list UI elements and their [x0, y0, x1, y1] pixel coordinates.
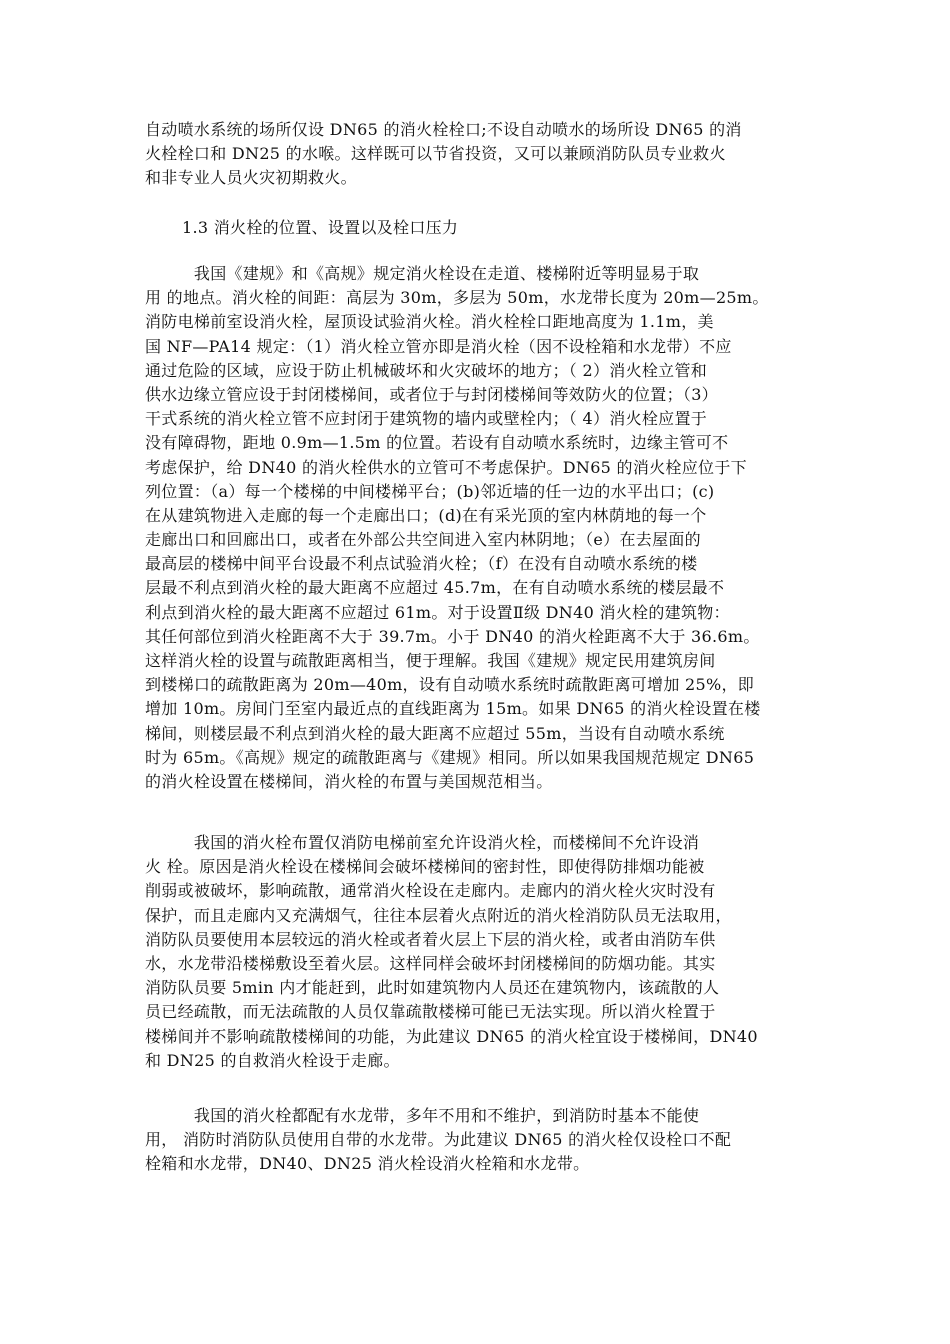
paragraph-2 [145, 262, 813, 794]
text-line: 这样消火栓的设置与疏散距离相当，便于理解。我国《建规》规定民用建筑房间 [145, 651, 716, 670]
text-line: 增加 10m。房间门至室内最近点的直线距离为 15m。如果 DN65 的消火栓设置在楼 [145, 699, 761, 719]
section-heading [182, 216, 782, 240]
text-line: 通过危险的区域，应设于防止机械破坏和火灾破坏的地方；（ 2）消火栓立管和 [145, 360, 708, 380]
text-line: 水，水龙带沿楼梯敷设至着火层。这样同样会破坏封闭楼梯间的防烟功能。其实 [145, 953, 716, 973]
text-line: 到楼梯口的疏散距离为 20m—40m，设有自动喷水系统时疏散距离可增加 25%，即 [145, 675, 755, 695]
text-line: 消防队员要 5min 内才能赶到，此时如建筑物内人员还在建筑物内，该疏散的人 [145, 978, 720, 998]
text-line: 利点到消火栓的最大距离不应超过 61m。对于设置Ⅱ级 DN40 消火栓的建筑物： [145, 602, 730, 622]
text-line: 层最不利点到消火栓的最大距离不应超过 45.7m，在有自动喷水系统的楼层最不 [145, 578, 725, 598]
text-line: 员已经疏散，而无法疏散的人员仅靠疏散楼梯可能已无法实现。所以消火栓置于 [145, 1002, 716, 1022]
paragraph-3 [145, 831, 813, 1073]
text-line: 国 NF—PA14 规定：（1）消火栓立管亦即是消火栓（因不设栓箱和水龙带）不应 [145, 336, 732, 356]
text-line: 在从建筑物进入走廊的每一个走廊出口；(d)在有采光顶的室内林荫地的每一个 [145, 505, 707, 525]
text-line: 考虑保护，给 DN40 的消火栓供水的立管可不考虑保护。DN65 的消火栓应位于下 [145, 457, 747, 477]
text-line: 楼梯间并不影响疏散楼梯间的功能，为此建议 DN65 的消火栓宜设于楼梯间，DN40 [145, 1026, 758, 1046]
text-line: 用 的地点。消火栓的间距：高层为 30m，多层为 50m，水龙带长度为 20m—25m。 [145, 288, 769, 308]
text-line: 最高层的楼梯中间平台设最不利点试验消火栓；（f）在没有自动喷水系统的楼 [145, 554, 698, 574]
text-line: 的消火栓设置在楼梯间，消火栓的布置与美国规范相当。 [145, 771, 553, 791]
text-line: 自动喷水系统的场所仅设 DN65 的消火栓栓口;不设自动喷水的场所设 DN65 的消 [145, 120, 742, 139]
text-line: 我国的消火栓布置仅消防电梯前室允许设消火栓，而楼梯间不允许设消 [145, 833, 700, 852]
text-line: 列位置：（a）每一个楼梯的中间楼梯平台；(b)邻近墙的任一边的水平出口；(c) [145, 481, 715, 501]
text-line: 梯间，则楼层最不利点到消火栓的最大距离不应超过 55m，当设有自动喷水系统 [145, 723, 725, 743]
text-line: 消防电梯前室设消火栓，屋顶设试验消火栓。消火栓栓口距地高度为 1.1m，美 [145, 312, 714, 332]
text-line: 我国的消火栓都配有水龙带，多年不用和不维护，到消防时基本不能使 [145, 1106, 700, 1125]
text-line: 保护，而且走廊内又充满烟气，往往本层着火点附近的消火栓消防队员无法取用， [145, 905, 732, 925]
text-line: 和 DN25 的自救消火栓设于走廊。 [145, 1050, 400, 1070]
text-line: 干式系统的消火栓立管不应封闭于建筑物的墙内或壁栓内；（ 4）消火栓应置于 [145, 409, 708, 429]
text-line: 时为 65m。《高规》规定的疏散距离与《建规》相同。所以如果我国规范规定 DN65 [145, 747, 755, 767]
text-line: 火 栓。原因是消火栓设在楼梯间会破坏楼梯间的密封性，即使得防排烟功能被 [145, 857, 705, 877]
text-line: 火栓栓口和 DN25 的水喉。这样既可以节省投资，又可以兼顾消防队员专业救火 [145, 144, 726, 164]
text-line: 栓箱和水龙带，DN40、DN25 消火栓设消火栓箱和水龙带。 [145, 1154, 590, 1174]
section-heading-text: 1.3 消火栓的位置、设置以及栓口压力 [182, 218, 459, 237]
text-line: 我国《建规》和《高规》规定消火栓设在走道、楼梯附近等明显易于取 [145, 264, 700, 283]
text-line: 走廊出口和回廊出口，或者在外部公共空间进入室内林阴地；（e）在去屋面的 [145, 530, 701, 550]
paragraph-4 [145, 1104, 813, 1177]
text-line: 供水边缘立管应设于封闭楼梯间，或者位于与封闭楼梯间等效防火的位置；（3） [145, 384, 718, 404]
text-line: 削弱或被破坏，影响疏散，通常消火栓设在走廊内。走廊内的消火栓火灾时没有 [145, 881, 716, 901]
paragraph-1 [145, 118, 813, 191]
text-line: 和非专业人员火灾初期救火。 [145, 168, 357, 188]
text-line: 用， 消防时消防队员使用自带的水龙带。为此建议 DN65 的消火栓仅设栓口不配 [145, 1130, 732, 1150]
text-line: 消防队员要使用本层较远的消火栓或者着火层上下层的消火栓，或者由消防车供 [145, 929, 716, 949]
text-line: 没有障碍物，距地 0.9m—1.5m 的位置。若设有自动喷水系统时，边缘主管可不 [145, 433, 729, 453]
text-line: 其任何部位到消火栓距离不大于 39.7m。小于 DN40 的消火栓距离不大于 36.6m。 [145, 626, 760, 646]
